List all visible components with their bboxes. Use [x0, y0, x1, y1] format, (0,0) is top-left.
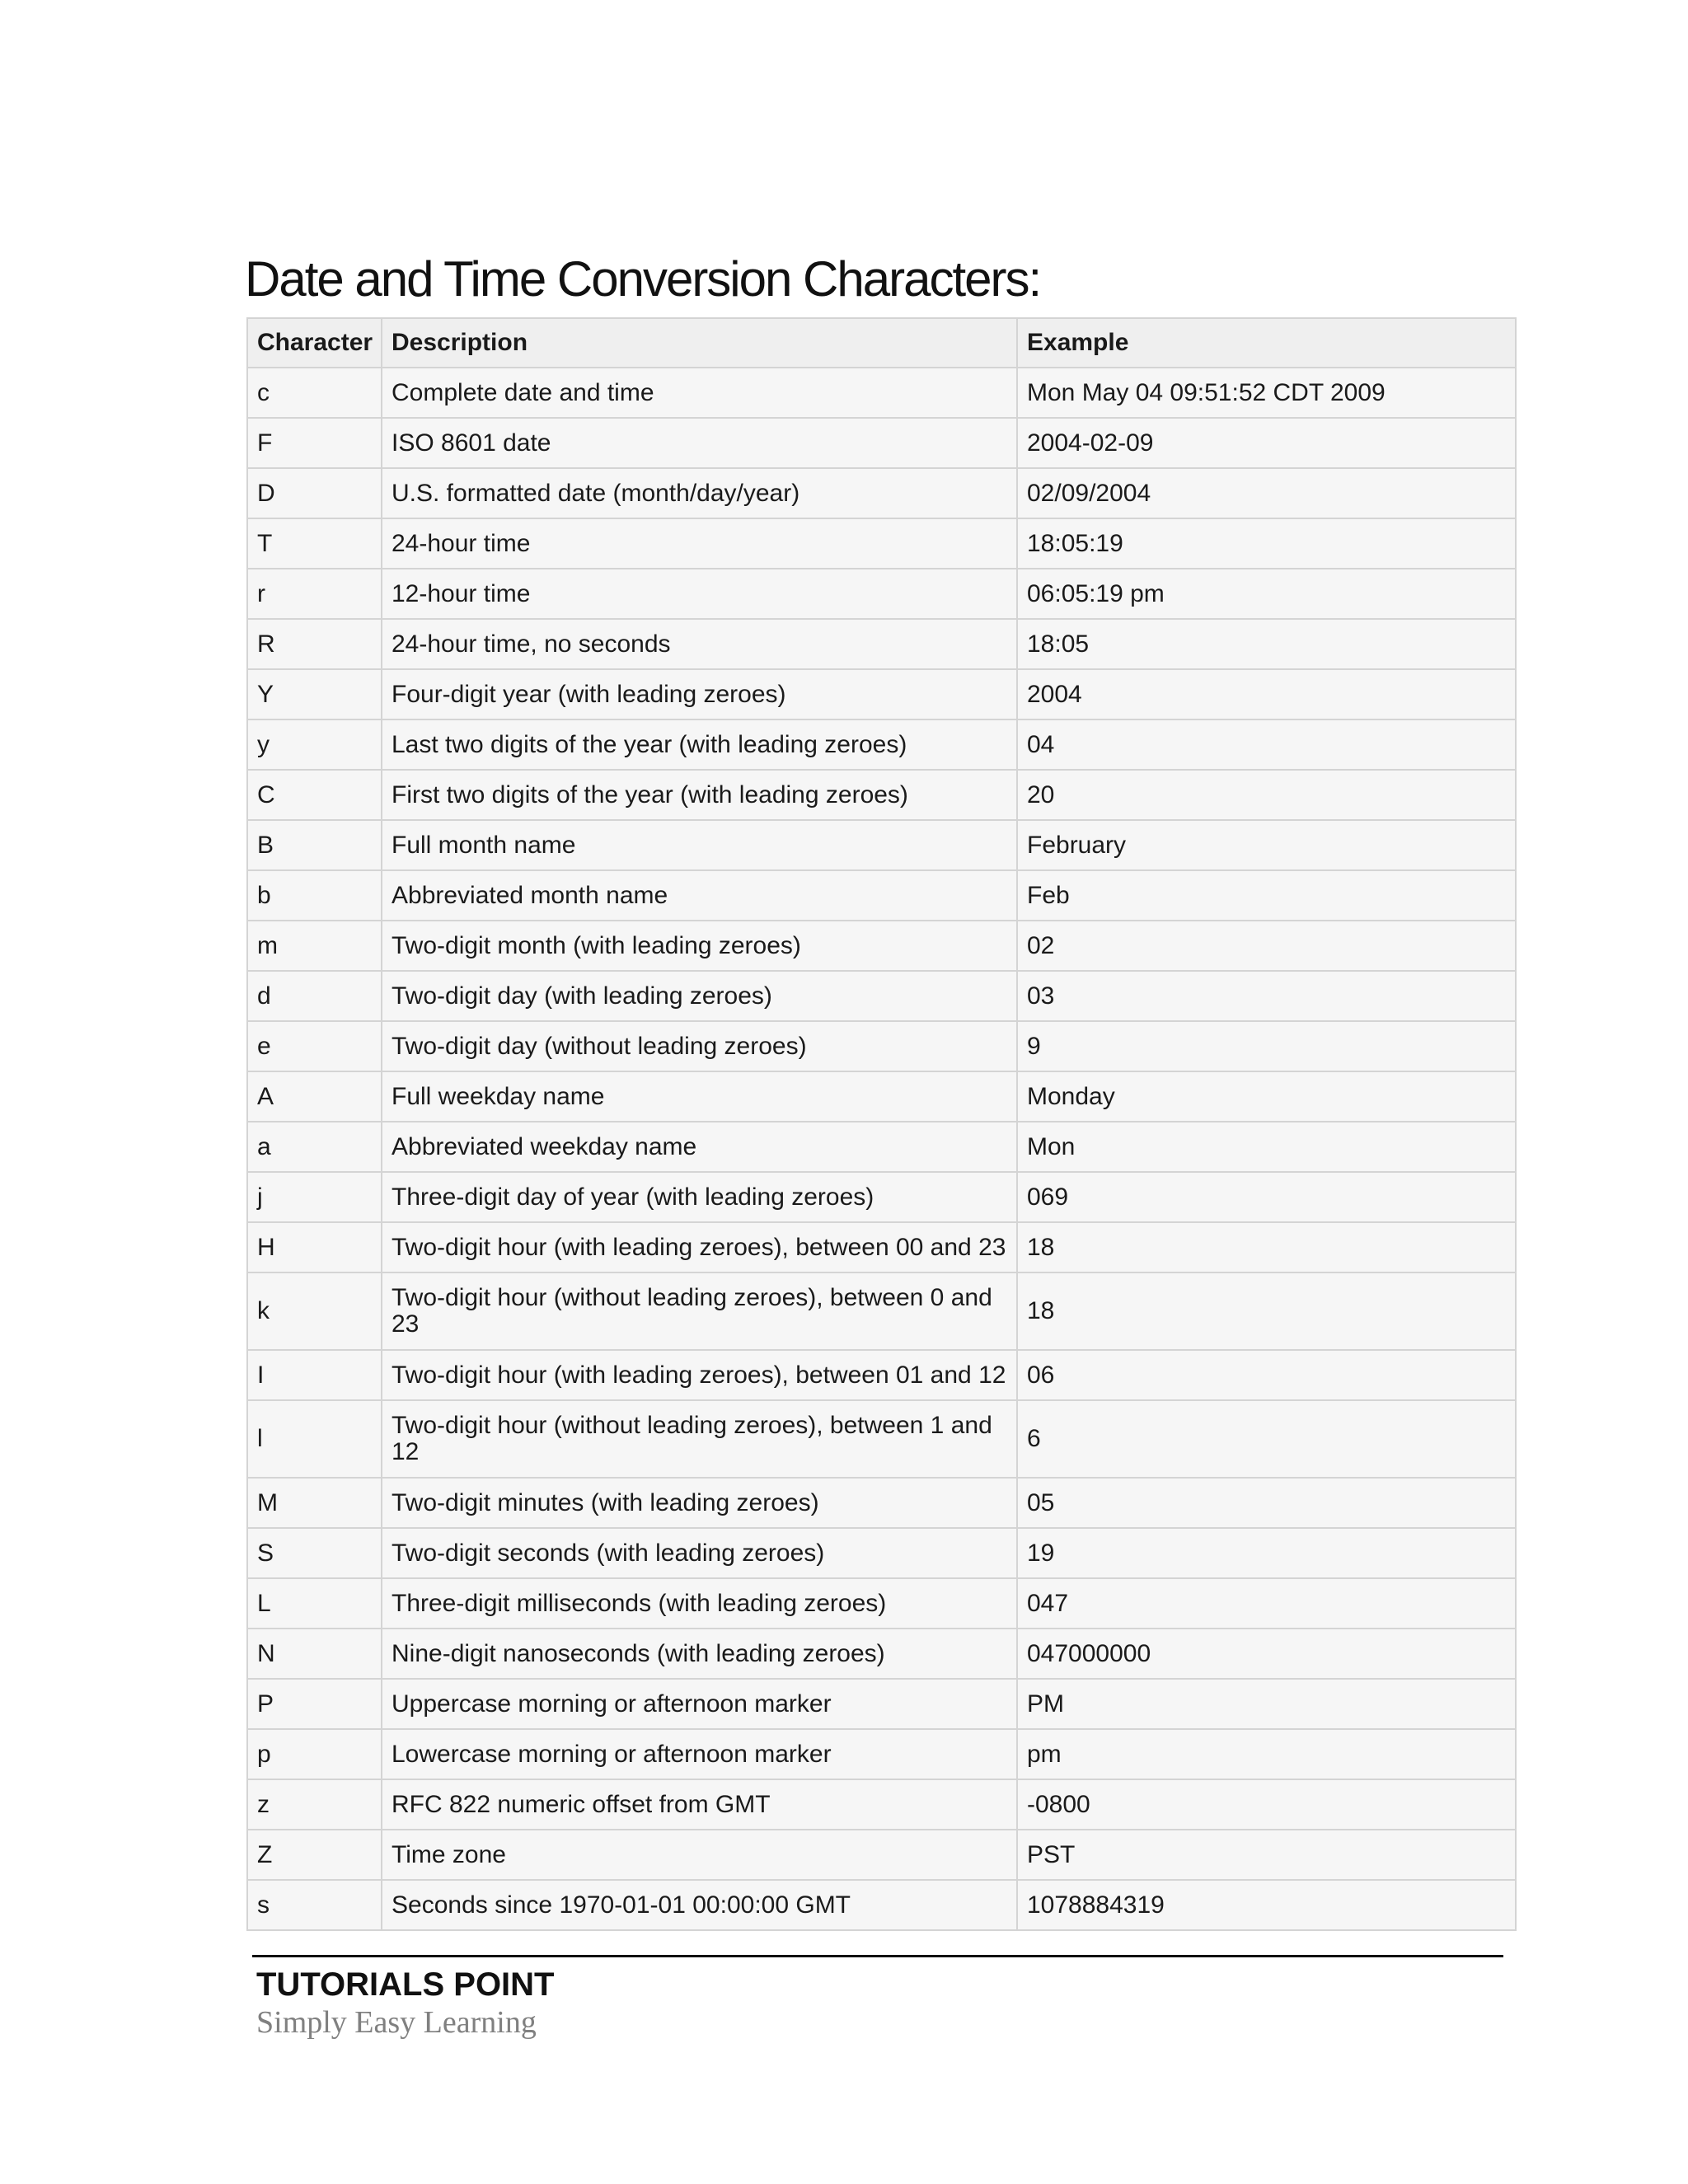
- cell-description: Two-digit hour (with leading zeroes), between 01 and 12: [382, 1350, 1017, 1400]
- table-row: [247, 1400, 1516, 1478]
- cell-character: j: [247, 1172, 382, 1222]
- cell-example: 04: [1017, 719, 1516, 770]
- cell-character: H: [247, 1222, 382, 1272]
- cell-description: Three-digit day of year (with leading zeroes): [382, 1172, 1017, 1222]
- footer-brand-name: TUTORIALS POINT: [256, 1966, 555, 2003]
- cell-description: U.S. formatted date (month/day/year): [382, 468, 1017, 518]
- cell-description: Abbreviated weekday name: [382, 1122, 1017, 1172]
- cell-example: 06: [1017, 1350, 1516, 1400]
- cell-character: A: [247, 1071, 382, 1122]
- table-row: [247, 1528, 1516, 1578]
- cell-character: y: [247, 719, 382, 770]
- table-row: [247, 468, 1516, 518]
- cell-character: I: [247, 1350, 382, 1400]
- table-row: [247, 1272, 1516, 1350]
- table-row: [247, 518, 1516, 569]
- cell-character: k: [247, 1272, 382, 1350]
- table-row: [247, 1880, 1516, 1930]
- table-row: [247, 418, 1516, 468]
- table-row: [247, 1122, 1516, 1172]
- cell-description: Uppercase morning or afternoon marker: [382, 1679, 1017, 1729]
- table-row: [247, 1021, 1516, 1071]
- cell-description: RFC 822 numeric offset from GMT: [382, 1779, 1017, 1830]
- cell-example: 20: [1017, 770, 1516, 820]
- cell-example: -0800: [1017, 1779, 1516, 1830]
- cell-description: Complete date and time: [382, 368, 1017, 418]
- table-row: [247, 1172, 1516, 1222]
- table-header-row: [247, 318, 1516, 368]
- table-row: [247, 1071, 1516, 1122]
- footer-brand-tagline: Simply Easy Learning: [256, 2005, 537, 2040]
- cell-example: 2004-02-09: [1017, 418, 1516, 468]
- cell-example: Monday: [1017, 1071, 1516, 1122]
- cell-description: Three-digit milliseconds (with leading zeroes): [382, 1578, 1017, 1629]
- cell-example: 18:05:19: [1017, 518, 1516, 569]
- cell-character: d: [247, 971, 382, 1021]
- table-row: [247, 619, 1516, 669]
- cell-character: L: [247, 1578, 382, 1629]
- cell-example: 18: [1017, 1222, 1516, 1272]
- table-row: [247, 719, 1516, 770]
- cell-description: ISO 8601 date: [382, 418, 1017, 468]
- table-row: [247, 1629, 1516, 1679]
- cell-example: 02/09/2004: [1017, 468, 1516, 518]
- cell-example: 19: [1017, 1528, 1516, 1578]
- cell-character: a: [247, 1122, 382, 1172]
- cell-example: 02: [1017, 921, 1516, 971]
- table-row: [247, 971, 1516, 1021]
- table-row: [247, 820, 1516, 870]
- cell-character: B: [247, 820, 382, 870]
- cell-character: T: [247, 518, 382, 569]
- column-header-character: Character: [247, 318, 382, 368]
- table-row: [247, 1350, 1516, 1400]
- cell-description: Nine-digit nanoseconds (with leading zeroes): [382, 1629, 1017, 1679]
- cell-description: Time zone: [382, 1830, 1017, 1880]
- cell-example: pm: [1017, 1729, 1516, 1779]
- cell-character: Y: [247, 669, 382, 719]
- table-row: [247, 1729, 1516, 1779]
- cell-description: Full month name: [382, 820, 1017, 870]
- cell-description: Four-digit year (with leading zeroes): [382, 669, 1017, 719]
- cell-character: C: [247, 770, 382, 820]
- table-row: [247, 669, 1516, 719]
- conversion-table-container: [246, 317, 1515, 1931]
- cell-character: M: [247, 1478, 382, 1528]
- cell-example: 18:05: [1017, 619, 1516, 669]
- cell-description: 24-hour time: [382, 518, 1017, 569]
- cell-character: N: [247, 1629, 382, 1679]
- table-row: [247, 921, 1516, 971]
- cell-example: February: [1017, 820, 1516, 870]
- cell-character: b: [247, 870, 382, 921]
- cell-description: Two-digit hour (without leading zeroes), between 0 and 23: [382, 1272, 1017, 1350]
- cell-example: PST: [1017, 1830, 1516, 1880]
- cell-character: F: [247, 418, 382, 468]
- cell-description: 12-hour time: [382, 569, 1017, 619]
- cell-example: 03: [1017, 971, 1516, 1021]
- cell-example: Feb: [1017, 870, 1516, 921]
- cell-description: Two-digit day (with leading zeroes): [382, 971, 1017, 1021]
- cell-example: 6: [1017, 1400, 1516, 1478]
- cell-example: Mon May 04 09:51:52 CDT 2009: [1017, 368, 1516, 418]
- table-row: [247, 870, 1516, 921]
- cell-description: Abbreviated month name: [382, 870, 1017, 921]
- table-row: [247, 1779, 1516, 1830]
- table-row: [247, 1830, 1516, 1880]
- cell-example: 06:05:19 pm: [1017, 569, 1516, 619]
- cell-description: Seconds since 1970-01-01 00:00:00 GMT: [382, 1880, 1017, 1930]
- cell-character: c: [247, 368, 382, 418]
- cell-description: Lowercase morning or afternoon marker: [382, 1729, 1017, 1779]
- cell-example: 05: [1017, 1478, 1516, 1528]
- table-row: [247, 569, 1516, 619]
- cell-example: 047: [1017, 1578, 1516, 1629]
- cell-description: 24-hour time, no seconds: [382, 619, 1017, 669]
- cell-description: Two-digit day (without leading zeroes): [382, 1021, 1017, 1071]
- cell-character: z: [247, 1779, 382, 1830]
- cell-character: p: [247, 1729, 382, 1779]
- cell-example: 1078884319: [1017, 1880, 1516, 1930]
- table-row: [247, 1578, 1516, 1629]
- column-header-description: Description: [382, 318, 1017, 368]
- cell-character: e: [247, 1021, 382, 1071]
- cell-character: r: [247, 569, 382, 619]
- cell-example: PM: [1017, 1679, 1516, 1729]
- page-title: Date and Time Conversion Characters:: [245, 251, 1041, 307]
- column-header-example: Example: [1017, 318, 1516, 368]
- cell-example: 069: [1017, 1172, 1516, 1222]
- table-row: [247, 1222, 1516, 1272]
- cell-character: R: [247, 619, 382, 669]
- cell-description: Two-digit minutes (with leading zeroes): [382, 1478, 1017, 1528]
- footer-divider: [252, 1955, 1503, 1957]
- cell-example: Mon: [1017, 1122, 1516, 1172]
- table-header: [247, 318, 1516, 368]
- cell-character: l: [247, 1400, 382, 1478]
- conversion-table: [246, 317, 1517, 1931]
- cell-character: Z: [247, 1830, 382, 1880]
- table-row: [247, 368, 1516, 418]
- cell-example: 18: [1017, 1272, 1516, 1350]
- cell-description: Full weekday name: [382, 1071, 1017, 1122]
- cell-description: Two-digit seconds (with leading zeroes): [382, 1528, 1017, 1578]
- table-row: [247, 1679, 1516, 1729]
- cell-description: Two-digit hour (with leading zeroes), between 00 and 23: [382, 1222, 1017, 1272]
- cell-description: Two-digit month (with leading zeroes): [382, 921, 1017, 971]
- cell-character: D: [247, 468, 382, 518]
- cell-description: First two digits of the year (with leading zeroes): [382, 770, 1017, 820]
- table-row: [247, 1478, 1516, 1528]
- cell-example: 047000000: [1017, 1629, 1516, 1679]
- cell-character: s: [247, 1880, 382, 1930]
- cell-description: Last two digits of the year (with leading zeroes): [382, 719, 1017, 770]
- table-row: [247, 770, 1516, 820]
- cell-character: S: [247, 1528, 382, 1578]
- cell-description: Two-digit hour (without leading zeroes), between 1 and 12: [382, 1400, 1017, 1478]
- cell-character: P: [247, 1679, 382, 1729]
- cell-example: 2004: [1017, 669, 1516, 719]
- cell-example: 9: [1017, 1021, 1516, 1071]
- table-body: [247, 368, 1516, 1930]
- cell-character: m: [247, 921, 382, 971]
